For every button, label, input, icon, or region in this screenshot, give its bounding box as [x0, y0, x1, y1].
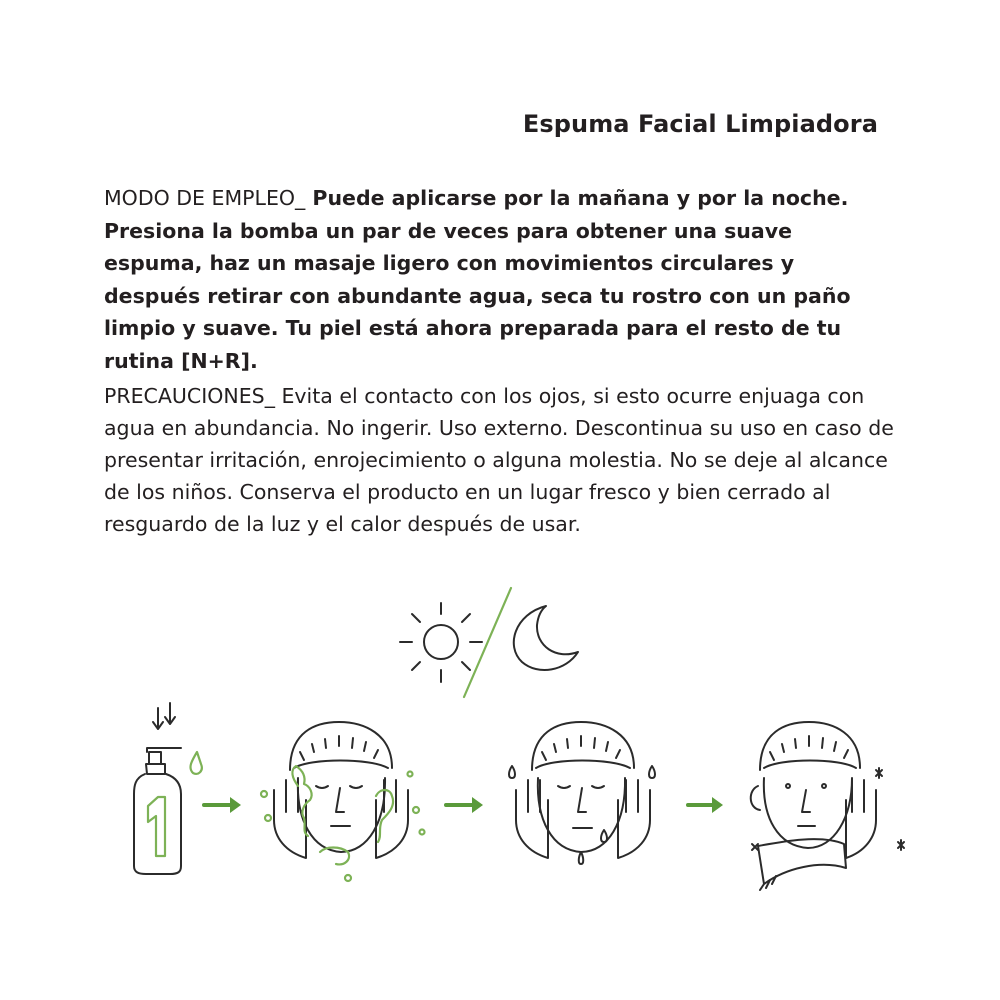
rinse-face-icon [509, 722, 655, 864]
precautions-label: PRECAUCIONES_ [104, 384, 275, 408]
moon-icon [514, 606, 578, 670]
step-arrow-2 [446, 797, 483, 813]
pump-bottle-icon [134, 703, 202, 874]
sun-icon [400, 603, 482, 682]
foam-face-icon [261, 722, 425, 881]
step-arrow-3 [688, 797, 723, 813]
dry-face-icon [751, 722, 904, 890]
step-arrow-1 [204, 797, 241, 813]
precautions [104, 380, 894, 540]
usage-illustration [0, 570, 1000, 900]
usage-label: MODO DE EMPLEO_ [104, 186, 306, 210]
precautions-text: Evita el contacto con los ojos, si esto ocurre enjuaga con agua en abundancia. No ingerir. Uso externo. Descontinua su uso en caso de presentar irritación, enrojecimiento o alguna molestia. No se deje al alcance de los niños. Conserva el producto en un lugar fresco y bien cerrado al resguardo de la luz y el calor después de usar. [104, 384, 894, 536]
usage-text: Puede aplicarse por la mañana y por la noche. Presiona la bomba un par de veces para obtener una suave espuma, haz un masaje ligero con movimientos circulares y después retirar con abundante agua, seca tu rostro con un paño limpio y suave. Tu piel está ahora preparada para el resto de tu rutina [N+R]. [104, 186, 851, 373]
usage-instructions [104, 182, 894, 377]
page-title: Espuma Facial Limpiadora [522, 110, 878, 138]
